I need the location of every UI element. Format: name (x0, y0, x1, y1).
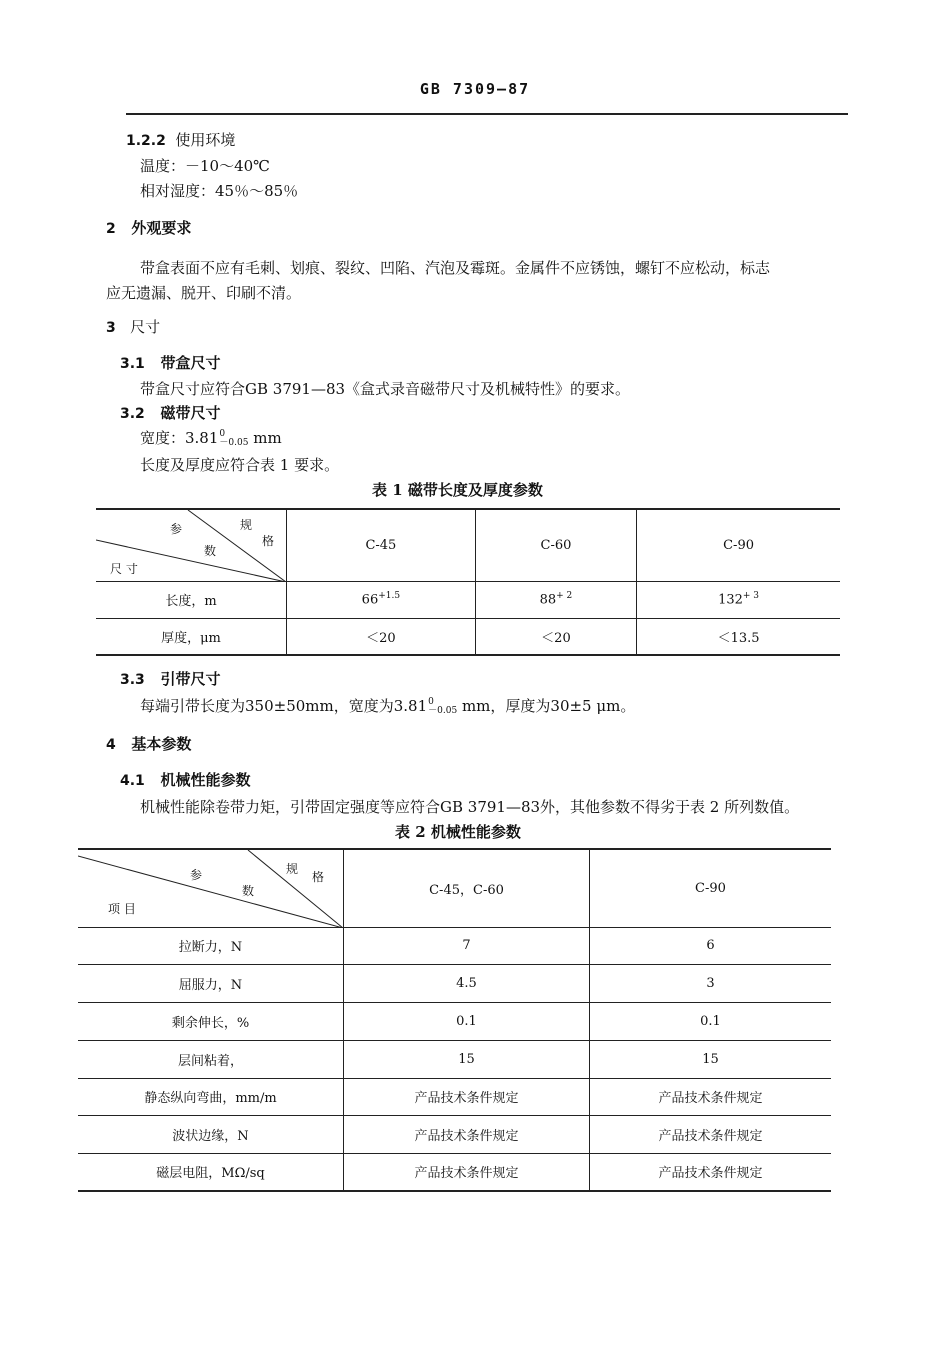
section-3-1-heading: 3.1 带盒尺寸 (120, 354, 221, 372)
leader-width-tolerance: 0 －0.05 (428, 697, 458, 716)
section-2-text-line2: 应无遗漏、脱开、印刷不清。 (106, 284, 302, 302)
table-2-header-row (78, 849, 831, 927)
table-2-row: 静态纵向弯曲，mm/m 产品技术条件规定 产品技术条件规定 (78, 1078, 831, 1115)
temperature-line: 温度：－10～40℃ (140, 157, 270, 175)
section-3-3-text: 每端引带长度为350±50mm，宽度为3.810 －0.05 mm，厚度为30±5 μm。 (140, 697, 636, 716)
section-1-2-2-heading: 1.2.2 使用环境 (126, 131, 236, 149)
table-2 (78, 848, 831, 1192)
table-1-col-c90: C-90 (637, 509, 840, 581)
table-2-caption: 表 2 机械性能参数 (395, 823, 521, 841)
table-1-row-thickness: 厚度，μm ＜20 ＜20 ＜13.5 (96, 618, 840, 655)
header-rule (126, 113, 848, 115)
table-2-col-c90: C-90 (590, 849, 832, 927)
tape-width-line: 宽度：3.810 －0.05 mm (140, 429, 282, 448)
section-3-1-text: 带盒尺寸应符合GB 3791—83《盒式录音磁带尺寸及机械特性》的要求。 (140, 380, 631, 398)
table-2-row: 波状边缘，N 产品技术条件规定 产品技术条件规定 (78, 1115, 831, 1153)
table-1-row-length: 长度，m $66^{+1.5}$ $88^{+ 2}$ $132^{+ 3}$ (96, 581, 840, 618)
section-4-1-heading: 4.1 机械性能参数 (120, 771, 251, 789)
humidity-line: 相对湿度：45％～85％ (140, 182, 299, 200)
table-1-col-c45: C-45 (287, 509, 476, 581)
section-3-heading: 3 尺寸 (106, 318, 161, 336)
section-3-2-text: 长度及厚度应符合表 1 要求。 (140, 456, 340, 474)
section-3-3-heading: 3.3 引带尺寸 (120, 670, 221, 688)
table-2-row: 层间粘着， 15 15 (78, 1040, 831, 1078)
section-2-heading: 2 外观要求 (106, 219, 192, 237)
table-2-row: 磁层电阻，MΩ/sq 产品技术条件规定 产品技术条件规定 (78, 1153, 831, 1191)
section-4-heading: 4 基本参数 (106, 735, 192, 753)
page-header: GB 7309—87 (419, 80, 531, 98)
width-tolerance: 0 －0.05 (219, 429, 249, 448)
table-1-header-row (96, 509, 840, 581)
table-2-row: 剩余伸长，% 0.1 0.1 (78, 1002, 831, 1040)
table-2-col-c45-c60: C-45，C-60 (344, 849, 590, 927)
section-3-2-heading: 3.2 磁带尺寸 (120, 404, 221, 422)
table-2-row: 拉断力，N 7 6 (78, 927, 831, 964)
table-2-corner-cell: 参 规 格 数 项 目 (78, 849, 344, 927)
table-1-col-c60: C-60 (475, 509, 636, 581)
section-2-text-line1: 带盒表面不应有毛刺、划痕、裂纹、凹陷、汽泡及霉斑。金属件不应锈蚀，螺钉不应松动，标志 (140, 259, 771, 277)
table-1 (96, 508, 840, 656)
table-1-corner-cell: 参 规 格 数 尺 寸 (96, 509, 287, 581)
table-1-caption: 表 1 磁带长度及厚度参数 (372, 481, 543, 499)
section-4-1-text: 机械性能除卷带力矩，引带固定强度等应符合GB 3791—83外，其他参数不得劣于表 2 所列数值。 (140, 798, 800, 816)
table-2-row: 屈服力，N 4.5 3 (78, 964, 831, 1002)
